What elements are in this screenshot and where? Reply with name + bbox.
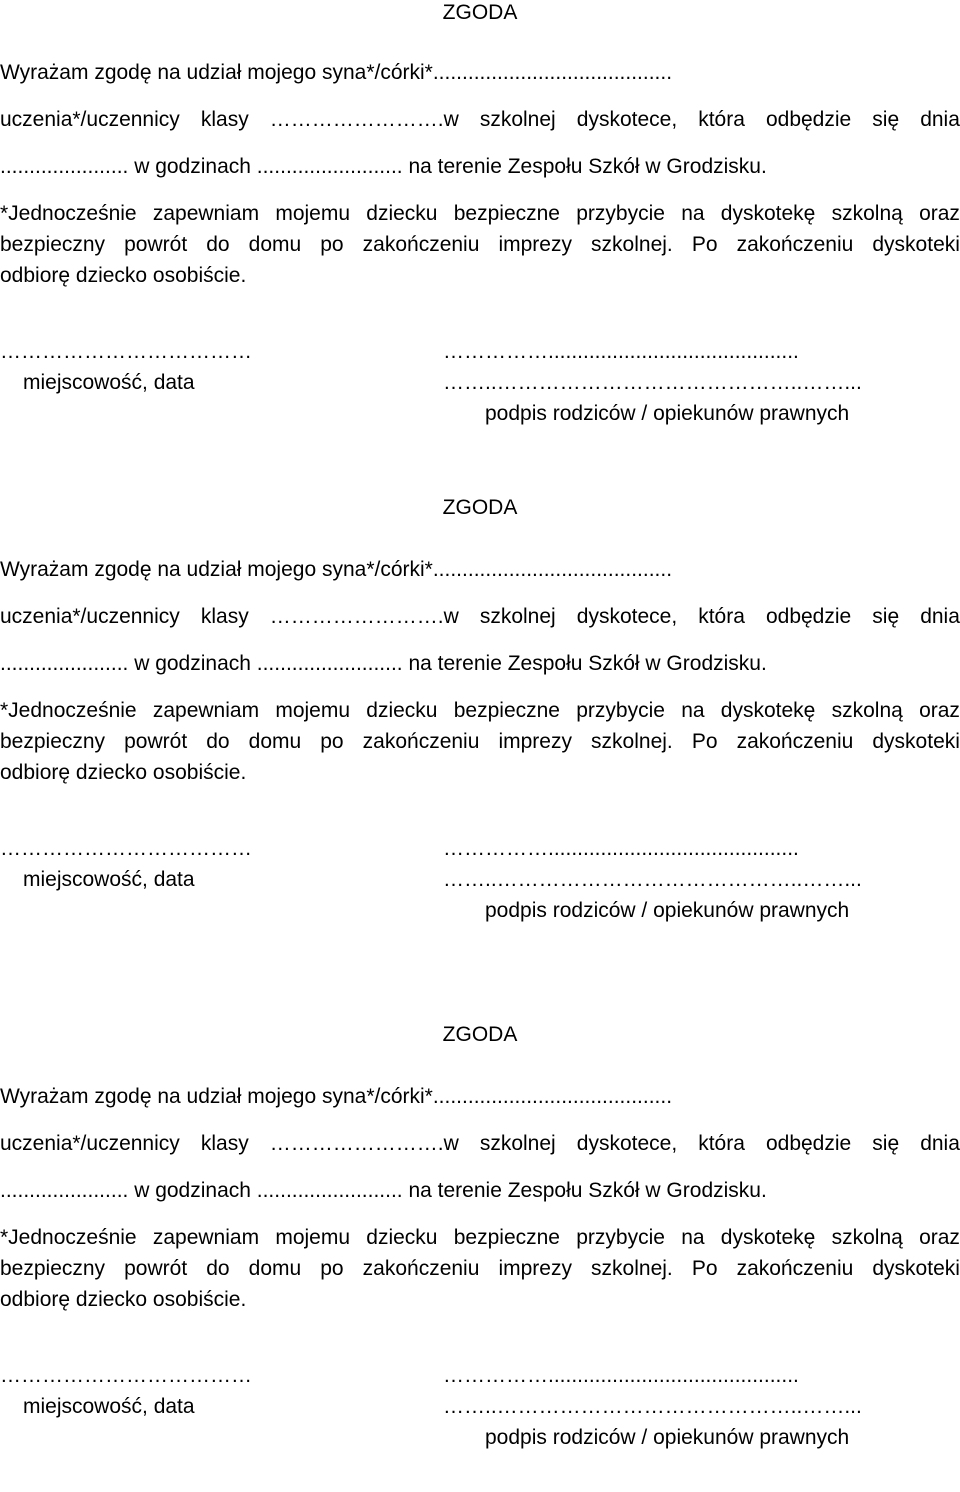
form-title: ZGODA [442,1,518,24]
form-title: ZGODA [442,496,518,519]
signature-label: podpis rodziców / opiekunów prawnych [485,899,850,922]
consent-line-6: odbiorę dziecko osobiście. [0,1288,247,1311]
consent-line-3: ...................... w godzinach ......................... na terenie Zespołu Szkół w Grodzisku. [0,155,767,178]
place-date-label: miejscowość, data [23,371,195,394]
place-date-label: miejscowość, data [23,868,195,891]
consent-line-2: uczenia*/uczennicy klasy …………………….w szkolnej dyskotece, która odbędzie się dnia [0,605,960,628]
signature-field-line-2[interactable]: ……..……………………………………..……... [443,868,862,891]
form-title: ZGODA [442,1023,518,1046]
consent-line-3: ...................... w godzinach ......................... na terenie Zespołu Szkół w Grodzisku. [0,1179,767,1202]
signature-field-line-2[interactable]: ……..……………………………………..……... [443,1395,862,1418]
consent-form-1 [0,0,960,470]
consent-form-3 [0,1022,960,1492]
consent-line-6: odbiorę dziecko osobiście. [0,264,247,287]
consent-form-2 [0,495,960,965]
place-date-field[interactable]: ……………………………… [0,340,252,363]
place-date-field[interactable]: ……………………………… [0,1364,252,1387]
signature-label: podpis rodziców / opiekunów prawnych [485,402,850,425]
consent-line-4: *Jednocześnie zapewniam mojemu dziecku bezpieczne przybycie na dyskotekę szkolną oraz [0,1226,960,1249]
consent-line-5: bezpieczny powrót do domu po zakończeniu imprezy szkolnej. Po zakończeniu dyskoteki [0,730,960,753]
consent-line-4: *Jednocześnie zapewniam mojemu dziecku bezpieczne przybycie na dyskotekę szkolną oraz [0,202,960,225]
signature-field-line-1[interactable]: ……………........................................... [443,1364,799,1387]
consent-line-5: bezpieczny powrót do domu po zakończeniu imprezy szkolnej. Po zakończeniu dyskoteki [0,233,960,256]
consent-line-4: *Jednocześnie zapewniam mojemu dziecku bezpieczne przybycie na dyskotekę szkolną oraz [0,699,960,722]
consent-line-2: uczenia*/uczennicy klasy …………………….w szkolnej dyskotece, która odbędzie się dnia [0,108,960,131]
consent-line-1: Wyrażam zgodę na udział mojego syna*/córki*......................................... [0,558,673,581]
signature-label: podpis rodziców / opiekunów prawnych [485,1426,850,1449]
consent-line-1: Wyrażam zgodę na udział mojego syna*/córki*......................................... [0,1085,673,1108]
consent-line-2: uczenia*/uczennicy klasy …………………….w szkolnej dyskotece, która odbędzie się dnia [0,1132,960,1155]
consent-line-5: bezpieczny powrót do domu po zakończeniu imprezy szkolnej. Po zakończeniu dyskoteki [0,1257,960,1280]
consent-line-1: Wyrażam zgodę na udział mojego syna*/córki*......................................... [0,61,673,84]
place-date-field[interactable]: ……………………………… [0,837,252,860]
signature-field-line-2[interactable]: ……..……………………………………..……... [443,371,862,394]
consent-line-6: odbiorę dziecko osobiście. [0,761,247,784]
place-date-label: miejscowość, data [23,1395,195,1418]
signature-field-line-1[interactable]: ……………........................................... [443,340,799,363]
signature-field-line-1[interactable]: ……………........................................... [443,837,799,860]
consent-line-3: ...................... w godzinach ......................... na terenie Zespołu Szkół w Grodzisku. [0,652,767,675]
